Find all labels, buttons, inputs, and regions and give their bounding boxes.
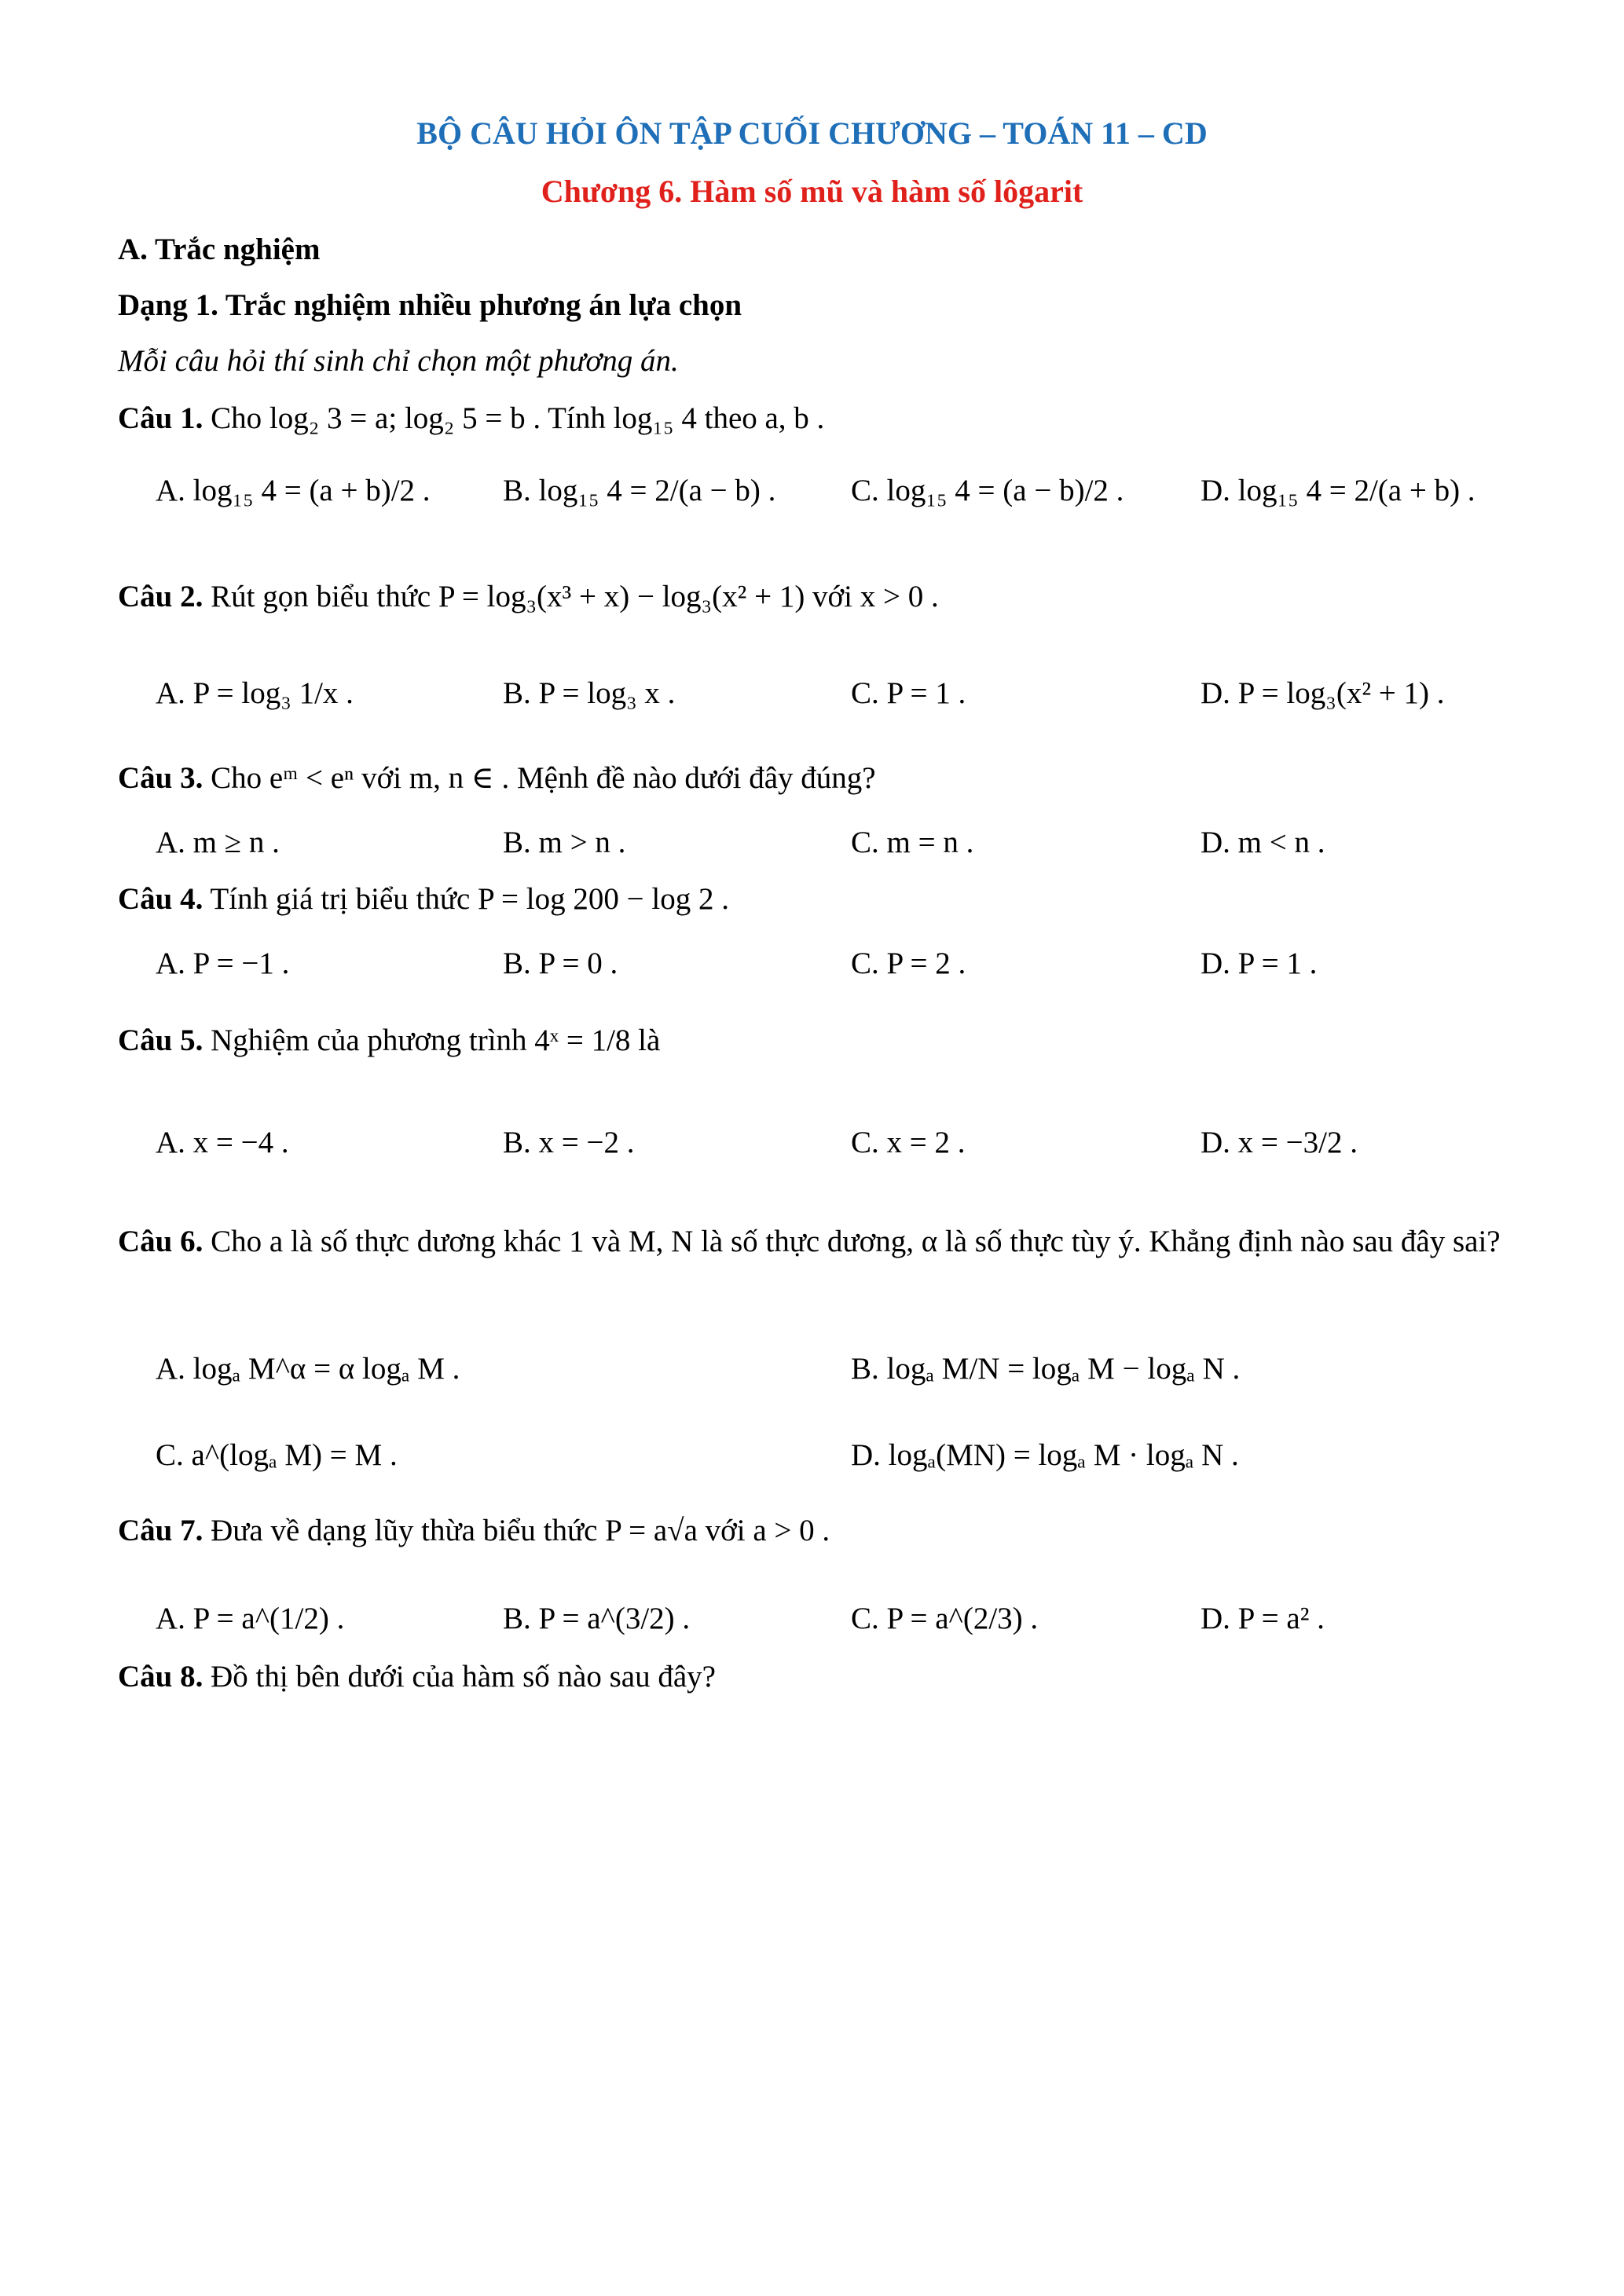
question-label: Câu 6. [118, 1225, 203, 1258]
option-c[interactable]: C. m = n . [851, 826, 974, 859]
question-6 [118, 1210, 1516, 1273]
instruction-text: Mỗi câu hỏi thí sinh chỉ chọn một phương án. [118, 344, 679, 378]
option-d[interactable]: D. m < n . [1201, 826, 1325, 859]
option-d[interactable]: D. logₐ(MN) = logₐ M · logₐ N . [851, 1438, 1239, 1472]
question-text: Đưa về dạng lũy thừa biểu thức P = a√a với a > 0 . [211, 1514, 830, 1547]
chapter-title: Chương 6. Hàm số mũ và hàm số lôgarit [541, 174, 1083, 209]
option-c[interactable]: C. a^(logₐ M) = M . [156, 1438, 398, 1472]
question-2 [118, 579, 939, 614]
option-d[interactable]: D. P = a² . [1201, 1602, 1325, 1635]
option-b[interactable]: B. P = 0 . [503, 947, 618, 980]
question-label: Câu 1. [118, 401, 203, 435]
question-3 [118, 760, 876, 796]
option-a[interactable]: A. P = log₃ 1/x . [156, 676, 354, 710]
option-a[interactable]: A. P = −1 . [156, 947, 290, 980]
question-5 [118, 1023, 660, 1058]
question-1 [118, 401, 824, 436]
question-8 [118, 1659, 716, 1694]
option-d[interactable]: D. P = log₃(x² + 1) . [1201, 676, 1445, 710]
question-text: Rút gọn biểu thức P = log₃(x³ + x) − log₃(x² + 1) với x > 0 . [211, 580, 939, 613]
question-text: Cho log₂ 3 = a; log₂ 5 = b . Tính log₁₅ 4 theo a, b . [211, 401, 825, 435]
option-b[interactable]: B. logₐ M/N = logₐ M − logₐ N . [851, 1352, 1241, 1386]
option-a[interactable]: A. logₐ M^α = α logₐ M . [156, 1352, 460, 1386]
option-c[interactable]: C. P = 1 . [851, 676, 966, 710]
question-text: Cho a là số thực dương khác 1 và M, N là số thực dương, α là số thực tùy ý. Khẳng định nào sau đây sai? [211, 1225, 1501, 1258]
option-d[interactable]: D. log₁₅ 4 = 2/(a + b) . [1201, 474, 1476, 507]
question-text: Nghiệm của phương trình 4ˣ = 1/8 là [211, 1023, 661, 1057]
question-label: Câu 5. [118, 1023, 203, 1057]
question-text: Tính giá trị biểu thức P = log 200 − log 2 . [210, 882, 729, 916]
option-a[interactable]: A. m ≥ n . [156, 826, 280, 859]
question-label: Câu 8. [118, 1660, 203, 1694]
option-a[interactable]: A. x = −4 . [156, 1126, 289, 1159]
section-heading: A. Trắc nghiệm [118, 233, 321, 266]
option-d[interactable]: D. P = 1 . [1201, 947, 1318, 980]
option-b[interactable]: B. m > n . [503, 826, 626, 859]
option-b[interactable]: B. P = a^(3/2) . [503, 1602, 691, 1635]
option-b[interactable]: B. log₁₅ 4 = 2/(a − b) . [503, 474, 776, 507]
option-d[interactable]: D. x = −3/2 . [1201, 1126, 1358, 1159]
option-a[interactable]: A. P = a^(1/2) . [156, 1602, 345, 1635]
option-b[interactable]: B. x = −2 . [503, 1126, 635, 1159]
subsection-heading: Dạng 1. Trắc nghiệm nhiều phương án lựa chọn [118, 288, 742, 322]
question-label: Câu 2. [118, 580, 203, 613]
option-b[interactable]: B. P = log₃ x . [503, 676, 676, 710]
option-c[interactable]: C. log₁₅ 4 = (a − b)/2 . [851, 474, 1124, 507]
option-c[interactable]: C. P = a^(2/3) . [851, 1602, 1039, 1635]
question-4 [118, 881, 729, 917]
question-text: Cho eᵐ < eⁿ với m, n ∈ . Mệnh đề nào dưới đây đúng? [211, 761, 876, 795]
document-title: BỘ CÂU HỎI ÔN TẬP CUỐI CHƯƠNG – TOÁN 11 – CD [416, 115, 1208, 151]
option-a[interactable]: A. log₁₅ 4 = (a + b)/2 . [156, 474, 431, 507]
option-c[interactable]: C. x = 2 . [851, 1126, 966, 1159]
question-label: Câu 7. [118, 1514, 203, 1547]
question-7 [118, 1513, 830, 1548]
question-label: Câu 3. [118, 761, 203, 795]
question-label: Câu 4. [118, 882, 203, 916]
question-text: Đồ thị bên dưới của hàm số nào sau đây? [211, 1660, 716, 1694]
option-c[interactable]: C. P = 2 . [851, 947, 966, 980]
